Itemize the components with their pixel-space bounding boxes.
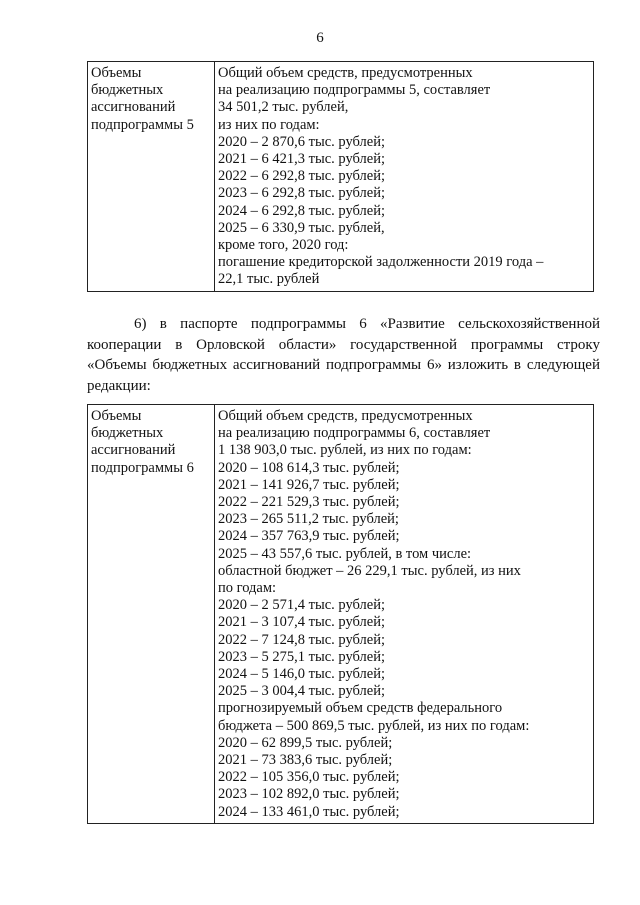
content-line: 2021 – 6 421,3 тыс. рублей; <box>218 151 385 168</box>
page-number: 6 <box>316 30 324 46</box>
amendment-paragraph: 6) в паспорте подпрограммы 6 «Развитие сельскохозяйственной кооперации в Орловской области» государственной программы строку «Объемы бюджетных ассигнований подпрограммы 6» изложить в следующей редакции: <box>87 316 600 394</box>
content-line: 2023 – 5 275,1 тыс. рублей; <box>218 648 385 665</box>
content-line: 2022 – 6 292,8 тыс. рублей; <box>218 168 385 185</box>
content-line: 2023 – 102 892,0 тыс. рублей; <box>218 786 400 803</box>
table-row <box>88 405 594 824</box>
content-line: 2023 – 265 511,2 тыс. рублей; <box>218 511 399 528</box>
content-line: 2020 – 2 571,4 тыс. рублей; <box>218 597 385 614</box>
content-line: 2022 – 221 529,3 тыс. рублей; <box>218 494 400 511</box>
content-line: по годам: <box>218 580 277 597</box>
content-line: 2023 – 6 292,8 тыс. рублей; <box>218 185 385 202</box>
content-line: погашение кредиторской задолженности 2019 года – <box>218 254 544 271</box>
content-line: 2020 – 62 899,5 тыс. рублей; <box>218 734 393 751</box>
table-row <box>88 62 594 292</box>
budget-table-subprogram-5 <box>87 61 594 292</box>
content-line: прогнозируемый объем средств федерального <box>218 700 503 717</box>
content-line: 22,1 тыс. рублей <box>218 271 320 288</box>
label-line: бюджетных <box>91 82 164 99</box>
content-line: 2022 – 7 124,8 тыс. рублей; <box>218 631 385 648</box>
row-content-cell <box>215 405 594 824</box>
content-line: 2021 – 3 107,4 тыс. рублей; <box>218 614 385 631</box>
content-line: 2020 – 108 614,3 тыс. рублей; <box>218 459 400 476</box>
content-line: 2025 – 6 330,9 тыс. рублей, <box>218 219 385 236</box>
label-line: бюджетных <box>91 425 164 442</box>
content-line: бюджета – 500 869,5 тыс. рублей, из них по годам: <box>218 717 530 734</box>
content-line: 1 138 903,0 тыс. рублей, из них по годам: <box>218 442 472 459</box>
content-line: 2024 – 357 763,9 тыс. рублей; <box>218 528 400 545</box>
row-label-cell <box>88 62 215 292</box>
content-line: 2025 – 43 557,6 тыс. рублей, в том числе: <box>218 545 472 562</box>
content-line: 2024 – 5 146,0 тыс. рублей; <box>218 666 385 683</box>
content-line: 2022 – 105 356,0 тыс. рублей; <box>218 769 400 786</box>
budget-table-subprogram-6 <box>87 404 594 824</box>
row-content-cell <box>215 62 594 292</box>
label-line: ассигнований <box>91 442 176 459</box>
content-line: 2020 – 2 870,6 тыс. рублей; <box>218 133 385 150</box>
content-line: на реализацию подпрограммы 6, составляет <box>218 425 491 442</box>
content-line: Общий объем средств, предусмотренных <box>218 408 473 424</box>
content-line: кроме того, 2020 год: <box>218 237 349 254</box>
label-line: Объемы <box>91 408 142 424</box>
row-label-cell <box>88 405 215 824</box>
content-line: областной бюджет – 26 229,1 тыс. рублей, из них <box>218 562 521 579</box>
label-line: Объемы <box>91 65 142 81</box>
content-line: 2024 – 6 292,8 тыс. рублей; <box>218 202 385 219</box>
content-line: 2025 – 3 004,4 тыс. рублей; <box>218 683 385 700</box>
label-line: ассигнований <box>91 99 176 116</box>
content-line: на реализацию подпрограммы 5, составляет <box>218 82 491 99</box>
content-line: Общий объем средств, предусмотренных <box>218 65 473 81</box>
content-line: 2024 – 133 461,0 тыс. рублей; <box>218 803 400 820</box>
content-line: 34 501,2 тыс. рублей, <box>218 99 349 116</box>
label-line: подпрограммы 5 <box>91 116 194 133</box>
label-line: подпрограммы 6 <box>91 459 194 476</box>
content-line: из них по годам: <box>218 116 320 133</box>
content-line: 2021 – 141 926,7 тыс. рублей; <box>218 476 400 493</box>
content-line: 2021 – 73 383,6 тыс. рублей; <box>218 752 393 769</box>
